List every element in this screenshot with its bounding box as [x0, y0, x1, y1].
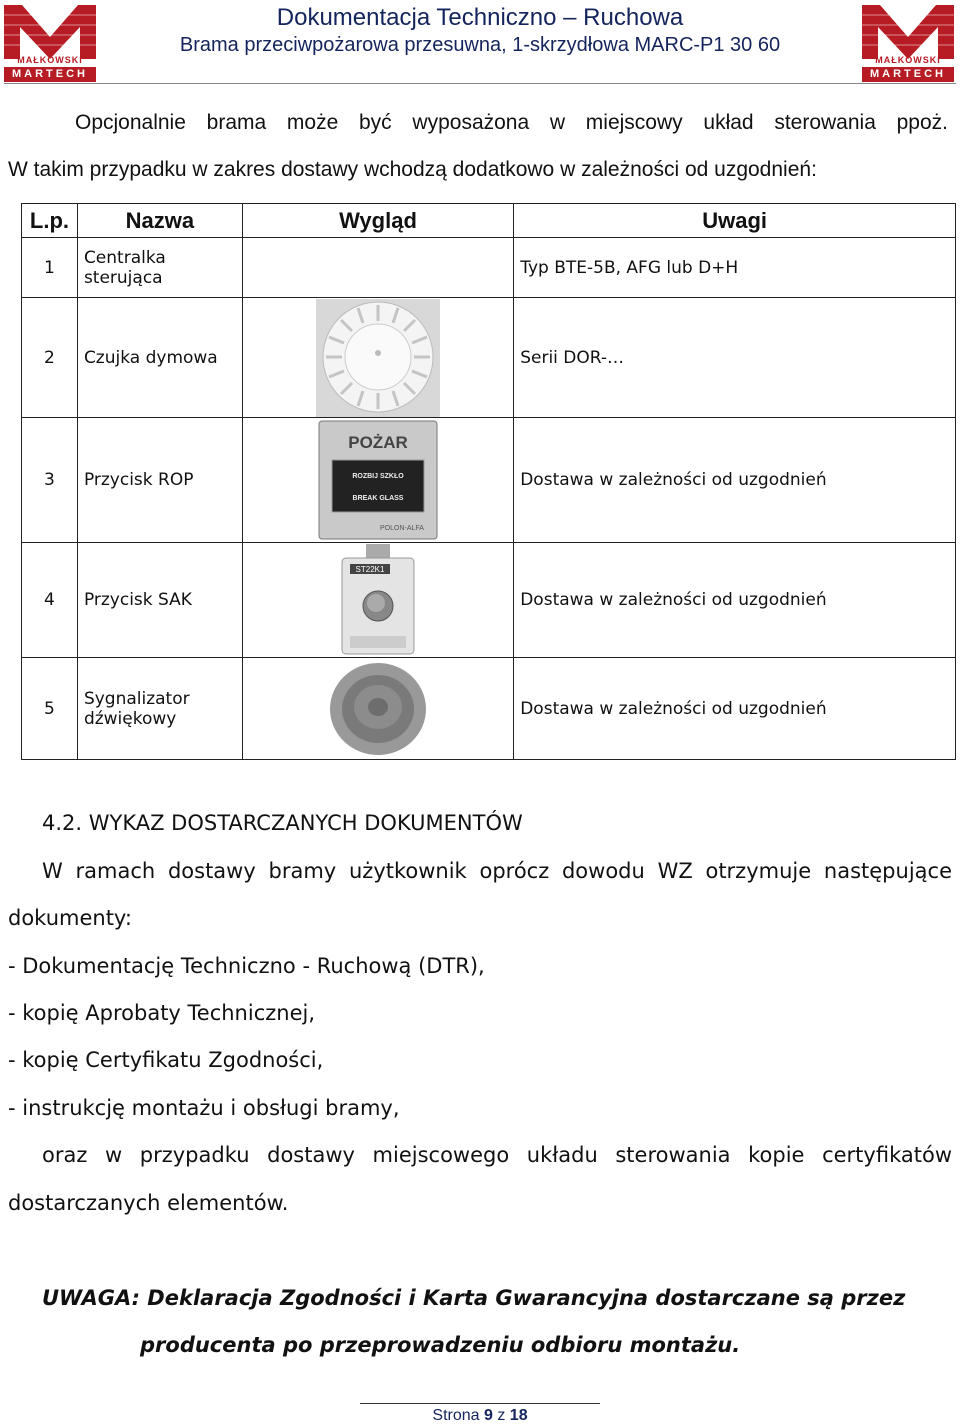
- logo-brand-top: MAŁKOWSKI: [875, 55, 941, 65]
- document-title: Dokumentacja Techniczno – Ruchowa: [276, 4, 684, 31]
- section-p2-line2: dostarczanych elementów.: [8, 1191, 289, 1215]
- company-logo-right: [862, 5, 954, 81]
- col-header-lp: L.p.: [22, 204, 78, 238]
- intro-line-2: W takim przypadku w zakres dostawy wchodzą dodatkowo w zależności od uzgodnień:: [8, 158, 817, 181]
- header-divider: [4, 83, 956, 84]
- logo-brand-bottom: MARTECH: [4, 67, 96, 82]
- table-row: [22, 238, 956, 298]
- logo-brand-bottom: MARTECH: [862, 67, 954, 82]
- intro-line-1: Opcjonalnie brama może być wyposażona w miejscowy układ sterowania ppoż.: [75, 111, 948, 134]
- row-number: 2: [22, 298, 78, 418]
- row-name: Przycisk SAK: [77, 543, 242, 658]
- note-line-1: UWAGA: Deklaracja Zgodności i Karta Gwarancyjna dostarczane są przez: [42, 1286, 906, 1310]
- rop-brand: POLON-ALFA: [380, 525, 424, 532]
- row-notes: Serii DOR-…: [514, 298, 956, 418]
- logo-brand-top: MAŁKOWSKI: [17, 55, 83, 65]
- row-number: 5: [22, 658, 78, 760]
- footer-page-total: 18: [509, 1407, 528, 1424]
- sak-button-image: [242, 543, 513, 658]
- table-row: [22, 418, 956, 543]
- footer-mid: z: [492, 1407, 510, 1424]
- row-notes: Dostawa w zależności od uzgodnień: [514, 543, 956, 658]
- equipment-table: [21, 203, 956, 760]
- row-notes: Dostawa w zależności od uzgodnień: [514, 658, 956, 760]
- doc-list-item: - kopię Certyfikatu Zgodności,: [8, 1048, 324, 1072]
- rop-label-top: POŻAR: [348, 433, 408, 452]
- footer-prefix: Strona: [432, 1407, 484, 1424]
- table-row: [22, 543, 956, 658]
- row-name: Sygnalizator dźwiękowy: [77, 658, 242, 760]
- row-number: 3: [22, 418, 78, 543]
- rop-button-image: [242, 418, 513, 543]
- row-name: Centralka sterująca: [77, 238, 242, 298]
- table-header-row: [22, 204, 956, 238]
- doc-list-item: - Dokumentację Techniczno - Ruchową (DTR),: [8, 954, 485, 978]
- sounder-image: [242, 658, 513, 760]
- col-header-name: Nazwa: [77, 204, 242, 238]
- page-footer: [360, 1407, 600, 1425]
- smoke-detector-image: [242, 298, 513, 418]
- doc-list-item: - kopię Aprobaty Technicznej,: [8, 1001, 316, 1025]
- rop-label-mid1: ROZBIJ SZKŁO: [352, 473, 404, 480]
- rop-label-mid2: BREAK GLASS: [352, 495, 404, 502]
- company-logo-left: [4, 5, 96, 81]
- col-header-notes: Uwagi: [514, 204, 956, 238]
- section-title: 4.2. WYKAZ DOSTARCZANYCH DOKUMENTÓW: [42, 811, 523, 835]
- section-p1-line1: W ramach dostawy bramy użytkownik oprócz dowodu WZ otrzymuje następujące: [42, 859, 952, 883]
- section-p2-line1: oraz w przypadku dostawy miejscowego układu sterowania kopie certyfikatów: [42, 1143, 952, 1167]
- document-subtitle: Brama przeciwpożarowa przesuwna, 1-skrzydłowa MARC-P1 30 60: [179, 34, 781, 56]
- footer-page-number: 9: [484, 1407, 493, 1424]
- footer-divider: [360, 1403, 600, 1404]
- note-line-2: producenta po przeprowadzeniu odbioru montażu.: [140, 1333, 741, 1357]
- col-header-look: Wygląd: [242, 204, 513, 238]
- doc-list-item: - instrukcję montażu i obsługi bramy,: [8, 1096, 400, 1120]
- table-row: [22, 298, 956, 418]
- row-name: Czujka dymowa: [77, 298, 242, 418]
- row-number: 4: [22, 543, 78, 658]
- row-notes: Dostawa w zależności od uzgodnień: [514, 418, 956, 543]
- row-name: Przycisk ROP: [77, 418, 242, 543]
- table-row: [22, 658, 956, 760]
- row-number: 1: [22, 238, 78, 298]
- sak-label: ST22K1: [355, 565, 385, 574]
- section-p1-line2: dokumenty:: [8, 906, 132, 930]
- row-notes: Typ BTE-5B, AFG lub D+H: [514, 238, 956, 298]
- row-image-empty: [242, 238, 513, 298]
